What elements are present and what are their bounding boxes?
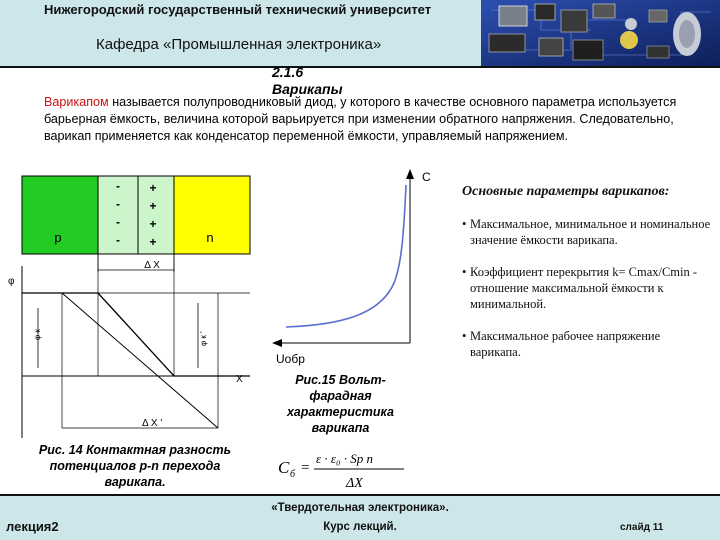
delta-x-prime-label: Δ X ' [142, 418, 163, 429]
minus-sign: - [116, 233, 120, 247]
junction-region [98, 176, 174, 254]
header-banner-image [481, 0, 720, 66]
plus-sign: + [149, 217, 157, 231]
formula-lhs: C [278, 458, 290, 477]
bullet-icon: • [462, 217, 467, 231]
bullet-icon: • [462, 265, 467, 279]
intro-text: называется полупроводниковый диод, у которого в качестве основного параметра используется барьерная ёмкость, величина которой варьируется при изменении обратного напряжения. Следовательно, варикап применяется как конденсатор переменной ёмкости, управляемый напряжением. [44, 95, 677, 143]
section-title: 2.1.6 Варикапы [272, 64, 343, 97]
cv-curve [286, 185, 406, 327]
plus-sign: + [149, 181, 157, 195]
x-axis-label: X [236, 374, 243, 385]
department-name: Кафедра «Промышленная электроника» [96, 36, 382, 53]
footer-course-title: «Твердотельная электроника». [271, 502, 449, 514]
minus-sign: - [116, 179, 120, 193]
p-label: p [54, 230, 62, 245]
svg-text:=: = [301, 460, 310, 476]
phi-k-label: φ к [33, 329, 42, 340]
delta-x-label: Δ X [144, 260, 160, 271]
formula-denominator: ΔX [346, 476, 363, 491]
u-axis-label: Uобр [276, 352, 305, 366]
phi-axis-label: φ [8, 276, 15, 287]
figure-14-diagram [0, 170, 265, 442]
footer-lecture-number: лекция2 [6, 519, 59, 534]
slide-number: слайд 11 [620, 522, 664, 533]
parameter-item: • Максимальное рабочее напряжение варикапа. [462, 329, 661, 359]
figure-15-caption: Рис.15 Вольт-фарадная характеристика варикапа [287, 373, 394, 435]
formula-lhs-sub: б [290, 469, 296, 480]
n-label: n [206, 230, 214, 245]
parameters-title: Основные параметры варикапов: [462, 184, 670, 199]
formula-numerator: ε · ε₀ · Sp n [316, 451, 374, 466]
c-axis-label: C [422, 170, 431, 184]
bullet-icon: • [462, 329, 467, 343]
plus-sign: + [149, 235, 157, 249]
university-name: Нижегородский государственный технический университет [44, 2, 432, 17]
figure-14-caption: Рис. 14 Контактная разность потенциалов p-n перехода варикапа. [38, 443, 232, 489]
parameter-item: • Максимальное, минимальное и номинальное значение ёмкости варикапа. [462, 217, 711, 247]
footer-lectures-label: Курс лекций. [323, 521, 397, 533]
minus-sign: - [116, 215, 120, 229]
intro-term: Варикапом [44, 95, 109, 109]
capacitance-formula [276, 444, 406, 492]
intro-paragraph [44, 94, 684, 145]
phi-k-prime-label: φ к ' [199, 331, 208, 346]
parameter-item: • Коэффициент перекрытия k= Cmax/Cmin - отношение максимальной ёмкости к минимальной. [462, 265, 698, 311]
plus-sign: + [149, 199, 157, 213]
minus-sign: - [116, 197, 120, 211]
figure-15-diagram [270, 165, 450, 370]
parameters-panel [462, 184, 714, 376]
